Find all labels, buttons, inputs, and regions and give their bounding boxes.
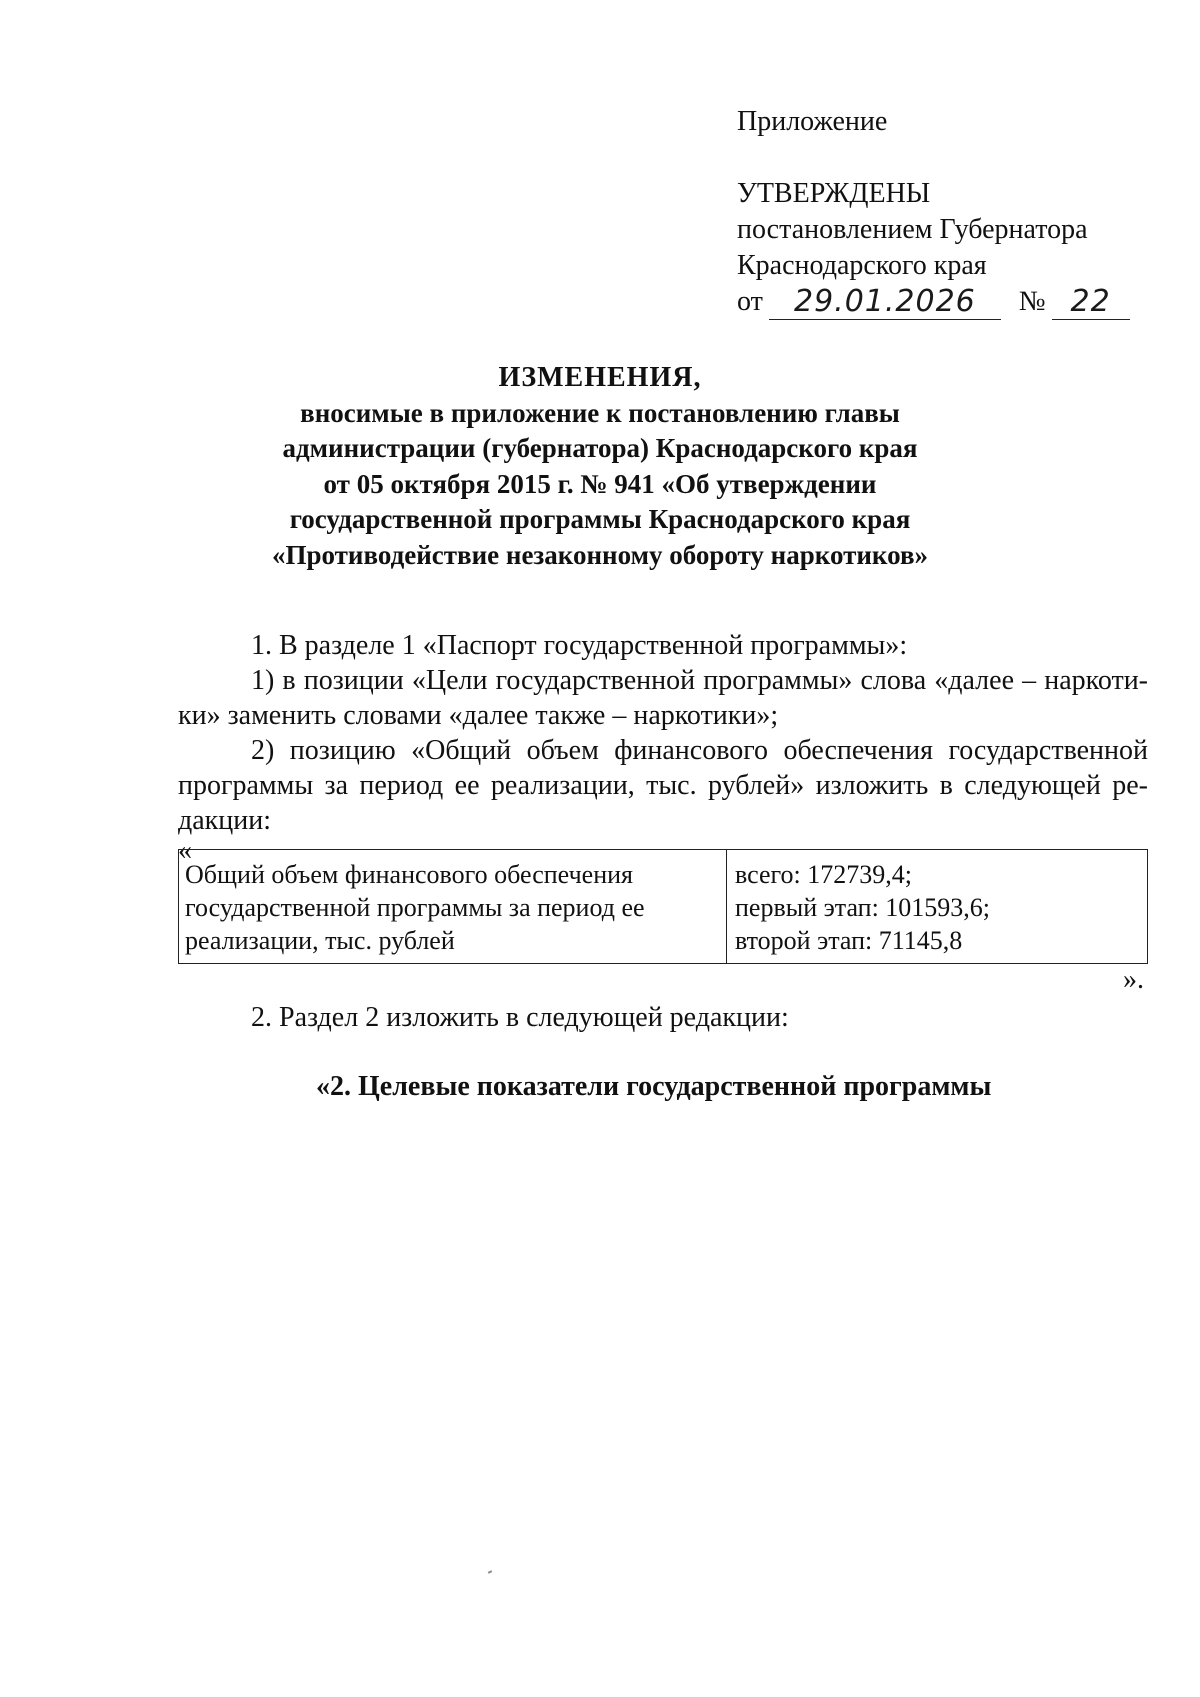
- date-number-line: [737, 284, 1130, 320]
- document-title: [150, 360, 1050, 573]
- item-1-sub-2: 2) позицию «Общий объем финансового обеспечения государственной программы за период ее реализации, тыс. рублей» изложить в следующей ре-дакции:: [178, 735, 1148, 836]
- title-line: «Противодействие незаконному обороту наркотиков»: [271, 539, 929, 570]
- handwritten-date: 29.01.2026: [769, 285, 1001, 320]
- close-quote: ».: [1123, 964, 1144, 995]
- number-prefix: №: [1018, 286, 1046, 317]
- item-1-sub-1: 1) в позиции «Цели государственной программы» слова «далее – наркоти-ки» заменить словами «далее также – наркотики»;: [178, 665, 1148, 731]
- cell-line: второй этап: 71145,8: [735, 926, 963, 955]
- title-main: ИЗМЕНЕНИЯ,: [498, 362, 702, 393]
- body-text: [178, 628, 1148, 864]
- table-cell-label: [179, 850, 727, 964]
- cell-line: всего: 172739,4;: [735, 860, 912, 889]
- open-quote: «: [178, 835, 192, 866]
- body-text-2: [178, 1000, 1148, 1035]
- approved-by-line-2: Краснодарского края: [737, 250, 987, 281]
- cell-line: государственной программы за период ее: [185, 893, 645, 922]
- title-line: государственной программы Краснодарского края: [289, 504, 911, 534]
- cell-line: Общий объем финансового обеспечения: [185, 860, 633, 889]
- funding-table: [178, 849, 1148, 964]
- date-prefix: от: [737, 286, 763, 317]
- appendix-label: Приложение: [737, 106, 888, 137]
- table-row: [179, 850, 1148, 964]
- handwritten-number: 22: [1052, 285, 1130, 320]
- cell-line: первый этап: 101593,6;: [735, 893, 991, 922]
- approved-by-line-1: постановлением Губернатора: [737, 214, 1088, 245]
- scan-speck: [488, 1570, 492, 1574]
- title-line: вносимые в приложение к постановлению главы: [300, 397, 900, 428]
- title-line: от 05 октября 2015 г. № 941 «Об утверждении: [323, 468, 877, 499]
- title-line: администрации (губернатора) Краснодарского края: [282, 433, 918, 463]
- approval-block: [737, 104, 1130, 320]
- item-1: 1. В разделе 1 «Паспорт государственной программы»:: [251, 630, 908, 661]
- section-heading: «2. Целевые показатели государственной программы: [316, 1071, 992, 1102]
- approved-label: УТВЕРЖДЕНЫ: [737, 178, 931, 209]
- item-2: 2. Раздел 2 изложить в следующей редакции:: [251, 1002, 789, 1033]
- cell-line: реализации, тыс. рублей: [185, 926, 455, 955]
- table-cell-values: [727, 850, 1148, 964]
